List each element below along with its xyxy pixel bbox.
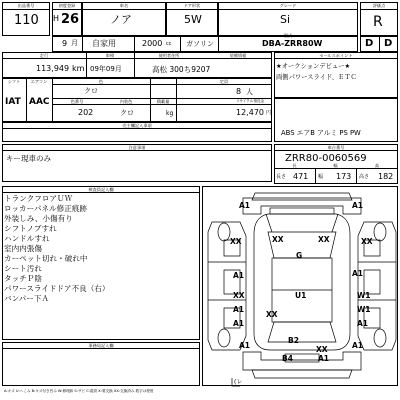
mark-a1-front-left: A1 [239, 201, 251, 210]
length: 471 [293, 172, 309, 181]
remark-6: 室内内張傷 [4, 244, 42, 253]
remark-9: タッチＰ陰 [4, 274, 42, 283]
mark-w1-right-a: W1 [357, 291, 371, 300]
interior-color: クロ [120, 109, 134, 117]
sales-point-2: 両側パワースライド、ＥＴＣ [276, 74, 357, 81]
height: 182 [378, 172, 394, 181]
caution-text: キー現車のみ [6, 154, 51, 163]
ac: AAC [29, 97, 50, 107]
equipment: ABS エアB アルミ PS PW [281, 129, 361, 137]
remark-10: パワースライドドア不良（右） [4, 284, 110, 293]
mark-a1-bottom-left: A1 [239, 341, 251, 350]
mark-xx-lower-left: XX [233, 291, 245, 300]
era: H [53, 14, 60, 23]
mark-a1-left-low: A1 [233, 305, 245, 314]
inspection-date: 09年09月 [90, 65, 122, 73]
mark-g: G [296, 251, 303, 260]
grade: Si [280, 13, 291, 26]
capacity: 8 [236, 87, 242, 96]
remark-3: 外装しみ、小傷有り [4, 214, 73, 223]
sales-point-1: ★オークションデビュー★ [276, 63, 351, 70]
mark-a1-right-mid: A1 [352, 269, 364, 278]
owner-address: 高松 300ち9207 [152, 65, 211, 74]
recycle-fee: 12,470 [236, 108, 264, 117]
remark-7: カーペット切れ・破れ中 [4, 254, 88, 263]
remark-11: バンパー下Ａ [4, 294, 50, 303]
mark-a1-left-bottom: A1 [233, 319, 245, 328]
mark-b2: B2 [288, 336, 299, 345]
chassis-number: ZRR80-0060569 [285, 153, 367, 164]
remark-8: シート汚れ [4, 264, 42, 273]
interior-grade: D [365, 38, 374, 49]
width: 173 [336, 172, 352, 181]
mark-a1-left-mid: A1 [233, 271, 245, 280]
year: 26 [61, 12, 80, 27]
remark-5: ハンドルすれ [4, 234, 50, 243]
mark-xx-bottom: XX [316, 345, 328, 354]
mark-u1: U1 [295, 291, 307, 300]
lot-number-label: 出品番号 [17, 3, 35, 8]
lot-number: 110 [14, 13, 39, 28]
mark-xx-upper-right: XX [361, 237, 373, 246]
color-number: 202 [78, 108, 94, 117]
door-shape: 5W [184, 13, 202, 26]
mileage: 113,949 [36, 64, 70, 73]
mark-a1-front-right: A1 [352, 201, 364, 210]
mark-w1-right-b: W1 [357, 305, 371, 314]
mark-b4: B4 [282, 354, 293, 363]
mark-a1-bottom-right: A1 [352, 341, 364, 350]
remark-1: トランクフロアＵＷ [4, 194, 73, 203]
mark-xx-rear-left: XX [266, 310, 278, 319]
footer-legend: A:キズ U:へこみ B:キズ付き凹み W:修理跡 S:サビ C:腐食 X:要交換 XX:交換済み 数字は程度 [4, 389, 154, 393]
mark-a1-bottom-center: A1 [318, 354, 330, 363]
car-name: ノア [110, 13, 132, 26]
score: R [373, 14, 383, 30]
fuel: ガソリン [186, 40, 214, 48]
legend-bracket: (レ [234, 379, 243, 386]
purpose: 自家用 [92, 39, 116, 48]
body-color: クロ [84, 87, 98, 95]
model-code: DBA-ZRR80W [262, 39, 323, 48]
mark-xx-hood-left: XX [272, 235, 284, 244]
remark-4: シフトノブすれ [4, 224, 57, 233]
displacement: 2000 [142, 39, 163, 48]
month: 9 [62, 39, 68, 48]
shift: IAT [5, 97, 21, 107]
remark-2: ロッカーパネル修正痕跡 [4, 204, 87, 213]
exterior-grade: D [384, 38, 393, 49]
mark-xx-upper-left: XX [230, 237, 242, 246]
mark-a1-right-bottom: A1 [357, 319, 369, 328]
mark-xx-hood-right: XX [318, 235, 330, 244]
